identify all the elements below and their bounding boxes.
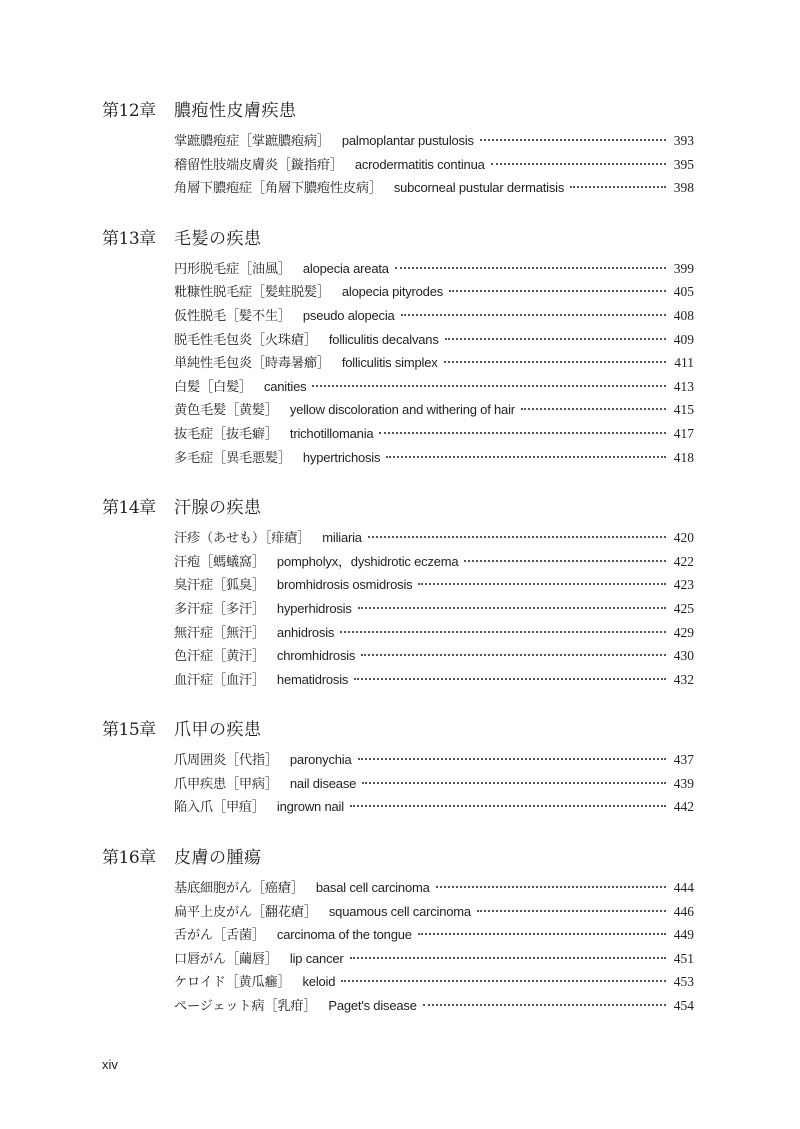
table-of-contents: [102, 96, 694, 1042]
entry-japanese-title: 粃糠性脱毛症［髪蛀脱髪］: [174, 285, 330, 301]
chapter-title: 膿疱性皮膚疾患: [174, 101, 297, 121]
chapter-heading: [102, 224, 694, 250]
entry-page-number: 398: [673, 180, 694, 196]
chapter-14: [102, 493, 694, 692]
entry-page-number: 425: [673, 600, 694, 616]
page-folio: xiv: [102, 1057, 118, 1072]
toc-entry: [174, 924, 694, 948]
toc-entry: [174, 598, 694, 622]
toc-entry: [174, 645, 694, 669]
dot-leader: [436, 886, 666, 888]
toc-entry: [174, 399, 694, 423]
toc-entry: [174, 177, 694, 201]
toc-entry: [174, 281, 694, 305]
entry-japanese-title: ページェット病［乳疳］: [174, 999, 317, 1015]
chapter-12: [102, 96, 694, 201]
entry-japanese-title: 角層下膿疱症［角層下膿疱性皮病］: [174, 181, 382, 197]
entry-japanese-title: 爪甲疾患［甲病］: [174, 776, 278, 792]
chapter-15: [102, 715, 694, 820]
entry-page-number: 451: [673, 950, 694, 966]
entry-english-title: lip cancer: [289, 950, 344, 966]
entry-page-number: 408: [673, 307, 694, 323]
toc-entry: [174, 154, 694, 178]
dot-leader: [358, 758, 666, 760]
entry-japanese-title: 単純性毛包炎［時毒暑癤］: [174, 356, 330, 372]
entry-japanese-title: 基底細胞がん［癌瘡］: [174, 881, 304, 897]
chapter-13: [102, 224, 694, 470]
toc-entry: [174, 971, 694, 995]
entry-page-number: 446: [673, 903, 694, 919]
dot-leader: [464, 560, 666, 562]
entry-page-number: 439: [673, 775, 694, 791]
entry-english-title: carcinoma of the tongue: [276, 927, 412, 943]
entry-english-title: folliculitis decalvans: [328, 331, 439, 347]
dot-leader: [350, 957, 666, 959]
entry-english-title: alopecia areata: [302, 260, 389, 276]
dot-leader: [368, 536, 666, 538]
chapter-16: [102, 843, 694, 1019]
entry-japanese-title: 扁平上皮がん［翻花瘡］: [174, 904, 317, 920]
entry-english-title: palmoplantar pustulosis: [341, 133, 474, 148]
chapter-heading: [102, 96, 694, 122]
chapter-heading: [102, 715, 694, 741]
entry-english-title: paronychia: [289, 752, 352, 768]
entry-japanese-title: 多毛症［異毛悪髪］: [174, 450, 291, 466]
dot-leader: [350, 805, 666, 807]
entry-japanese-title: 多汗症［多汗］: [174, 601, 265, 617]
entry-english-title: pompholyx，dyshidrotic eczema: [276, 553, 459, 569]
entry-japanese-title: 抜毛症［抜毛癖］: [174, 426, 278, 442]
chapter-number: 第15章: [102, 720, 156, 741]
dot-leader: [491, 163, 666, 165]
entry-page-number: 432: [673, 671, 694, 687]
toc-entry: [174, 329, 694, 353]
entry-page-number: 454: [673, 998, 694, 1014]
dot-leader: [340, 631, 666, 633]
dot-leader: [395, 267, 666, 269]
entry-japanese-title: 爪周囲炎［代指］: [174, 753, 278, 769]
entry-page-number: 420: [673, 530, 694, 546]
entry-japanese-title: 色汗症［黄汗］: [174, 649, 265, 665]
chapter-title: 皮膚の腫瘍: [174, 848, 262, 869]
entry-page-number: 409: [673, 331, 694, 347]
toc-entry: [174, 669, 694, 693]
chapter-number: 第16章: [102, 848, 156, 869]
entry-japanese-title: 稽留性肢端皮膚炎［鏇指疳］: [174, 157, 343, 173]
entry-english-title: subcorneal pustular dermatisis: [393, 180, 565, 196]
entry-english-title: acrodermatitis continua: [354, 156, 485, 172]
entry-page-number: 417: [673, 425, 694, 441]
dot-leader: [477, 910, 666, 912]
entry-japanese-title: 円形脱毛症［油風］: [174, 261, 291, 277]
toc-entry: [174, 352, 694, 376]
entry-english-title: pseudo alopecia: [302, 307, 395, 323]
dot-leader: [362, 782, 666, 784]
entry-page-number: 418: [673, 449, 694, 465]
toc-entry: [174, 948, 694, 972]
entry-english-title: hematidrosis: [276, 671, 349, 687]
entry-english-title: hypertrichosis: [302, 449, 381, 465]
chapter-heading: [102, 493, 694, 519]
entry-page-number: 399: [673, 260, 694, 276]
dot-leader: [418, 583, 666, 585]
toc-entry: [174, 574, 694, 598]
dot-leader: [341, 980, 666, 982]
chapter-title: 毛髪の疾患: [174, 228, 262, 249]
dot-leader: [401, 314, 666, 316]
entry-page-number: 411: [674, 355, 694, 371]
entry-english-title: ingrown nail: [276, 799, 344, 815]
entry-english-title: miliaria: [322, 530, 362, 546]
entry-japanese-title: 血汗症［血汗］: [174, 672, 265, 688]
entry-page-number: 442: [673, 799, 694, 815]
entry-page-number: 444: [673, 880, 694, 896]
chapter-title: 爪甲の疾患: [174, 720, 262, 741]
entry-page-number: 423: [673, 577, 694, 593]
entry-english-title: anhidrosis: [276, 624, 335, 640]
entry-english-title: bromhidrosis osmidrosis: [276, 577, 413, 593]
toc-entry: [174, 551, 694, 575]
toc-entry: [174, 796, 694, 820]
entry-page-number: 429: [673, 624, 694, 640]
toc-entry: [174, 622, 694, 646]
dot-leader: [445, 338, 666, 340]
entry-page-number: 393: [673, 133, 694, 148]
toc-entry: [174, 305, 694, 329]
dot-leader: [358, 607, 666, 609]
entry-page-number: 405: [673, 284, 694, 300]
entry-english-title: chromhidrosis: [276, 648, 356, 664]
entry-english-title: nail disease: [289, 775, 357, 791]
entry-page-number: 395: [673, 156, 694, 172]
entry-japanese-title: 白髪［白髪］: [174, 379, 252, 395]
entry-page-number: 449: [673, 927, 694, 943]
dot-leader: [354, 678, 666, 680]
entry-english-title: trichotillomania: [289, 425, 374, 441]
entry-japanese-title: 汗疱［螞蟻窩］: [174, 554, 265, 570]
chapter-number: 第14章: [102, 498, 156, 519]
entry-japanese-title: 無汗症［無汗］: [174, 625, 265, 641]
chapter-heading: [102, 843, 694, 869]
entry-page-number: 453: [673, 974, 694, 990]
toc-entry: [174, 995, 694, 1019]
entry-english-title: squamous cell carcinoma: [328, 903, 471, 919]
entry-english-title: basal cell carcinoma: [315, 880, 430, 896]
dot-leader: [379, 432, 666, 434]
entry-japanese-title: 臭汗症［狐臭］: [174, 578, 265, 594]
chapter-number: 第13章: [102, 228, 156, 249]
dot-leader: [449, 290, 666, 292]
toc-entry: [174, 258, 694, 282]
entry-page-number: 437: [673, 752, 694, 768]
entry-japanese-title: 汗疹（あせも）［痱瘡］: [174, 531, 311, 547]
entry-page-number: 413: [673, 378, 694, 394]
chapter-number: 第12章: [102, 101, 156, 121]
entry-english-title: hyperhidrosis: [276, 600, 352, 616]
entry-english-title: alopecia pityrodes: [341, 284, 444, 300]
dot-leader: [418, 933, 666, 935]
dot-leader: [480, 139, 666, 141]
entry-japanese-title: 口唇がん［繭唇］: [174, 951, 278, 967]
dot-leader: [570, 186, 666, 188]
entry-english-title: folliculitis simplex: [341, 355, 438, 371]
toc-entry: [174, 877, 694, 901]
entry-page-number: 422: [673, 553, 694, 569]
toc-entry: [174, 527, 694, 551]
toc-entry: [174, 447, 694, 471]
dot-leader: [386, 456, 666, 458]
entry-page-number: 415: [673, 402, 694, 418]
dot-leader: [521, 408, 666, 410]
toc-entry: [174, 423, 694, 447]
dot-leader: [444, 361, 666, 363]
entry-english-title: Paget's disease: [328, 998, 417, 1014]
entry-japanese-title: 脱毛性毛包炎［火珠瘡］: [174, 332, 317, 348]
entry-japanese-title: 仮性脱毛［髪不生］: [174, 308, 291, 324]
toc-entry: [174, 773, 694, 797]
entry-english-title: keloid: [302, 974, 336, 990]
toc-entry: [174, 130, 694, 154]
toc-entry: [174, 376, 694, 400]
toc-entry: [174, 749, 694, 773]
dot-leader: [361, 654, 666, 656]
dot-leader: [423, 1004, 666, 1006]
entry-japanese-title: ケロイド［黄瓜癰］: [174, 975, 291, 991]
entry-japanese-title: 黄色毛髪［黄髪］: [174, 403, 278, 419]
entry-english-title: yellow discoloration and withering of hair: [289, 402, 515, 418]
toc-entry: [174, 901, 694, 925]
entry-japanese-title: 掌蹠膿疱症［掌蹠膿疱病］: [174, 134, 330, 149]
entry-japanese-title: 陥入爪［甲疽］: [174, 800, 265, 816]
chapter-title: 汗腺の疾患: [174, 498, 262, 519]
dot-leader: [312, 385, 666, 387]
entry-page-number: 430: [673, 648, 694, 664]
entry-english-title: canities: [263, 378, 307, 394]
entry-japanese-title: 舌がん［舌菌］: [174, 928, 265, 944]
